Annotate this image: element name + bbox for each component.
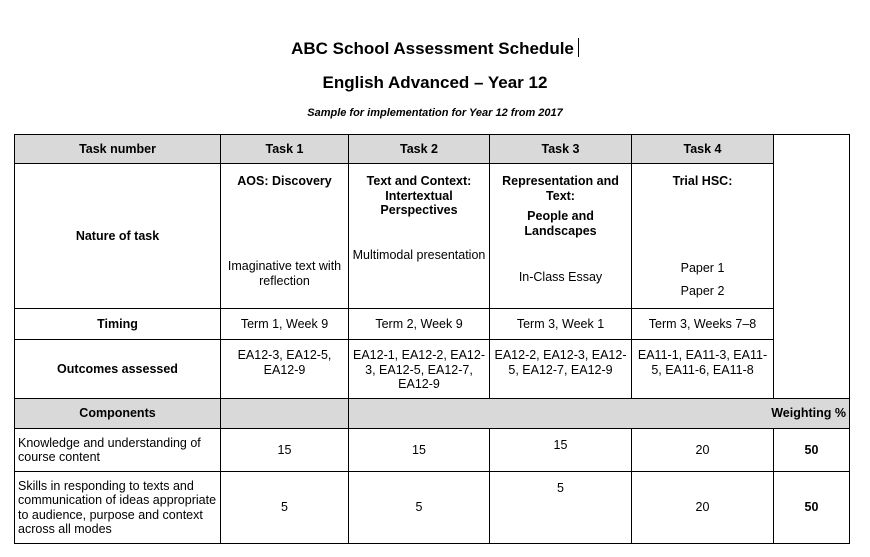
component-value: 15 [490, 429, 632, 472]
nature-task-3: Representation and Text: People and Landscapes In-Class Essay [490, 164, 632, 309]
components-blank [221, 399, 349, 429]
timing-task-2: Term 2, Week 9 [349, 309, 490, 340]
document-note: Sample for implementation for Year 12 from 2017 [307, 107, 563, 119]
component-weight: 50 [774, 472, 850, 544]
outcomes-task-1: EA12-3, EA12-5, EA12-9 [221, 340, 349, 399]
nature-task-1: AOS: Discovery Imaginative text with reflection [221, 164, 349, 309]
nature-row [15, 164, 850, 309]
document-subtitle: English Advanced – Year 12 [322, 73, 548, 92]
component-value: 5 [349, 472, 490, 544]
component-row [15, 472, 850, 544]
component-row [15, 429, 850, 472]
task-4-header: Task 4 [632, 135, 774, 164]
component-value: 15 [349, 429, 490, 472]
timing-task-3: Term 3, Week 1 [490, 309, 632, 340]
outcomes-task-2: EA12-1, EA12-2, EA12-3, EA12-5, EA12-7, EA12-9 [349, 340, 490, 399]
outcomes-label: Outcomes assessed [15, 340, 221, 399]
task-1-header: Task 1 [221, 135, 349, 164]
weighting-label: Weighting % [349, 399, 850, 429]
timing-row [15, 309, 850, 340]
document-title: ABC School Assessment Schedule [0, 38, 870, 59]
outcomes-task-4: EA11-1, EA11-3, EA11-5, EA11-6, EA11-8 [632, 340, 774, 399]
task-2-header: Task 2 [349, 135, 490, 164]
nature-task-2: Text and Context: Intertextual Perspectives Multimodal presentation [349, 164, 490, 309]
timing-task-4: Term 3, Weeks 7–8 [632, 309, 774, 340]
task-number-label: Task number [15, 135, 221, 164]
components-header-row [15, 399, 850, 429]
timing-label: Timing [15, 309, 221, 340]
task-number-row [15, 135, 850, 164]
component-value: 15 [221, 429, 349, 472]
task-3-header: Task 3 [490, 135, 632, 164]
component-value: 20 [632, 429, 774, 472]
outcomes-row [15, 340, 850, 399]
assessment-schedule-table [14, 134, 850, 544]
components-label: Components [15, 399, 221, 429]
component-label: Knowledge and understanding of course content [15, 429, 221, 472]
timing-task-1: Term 1, Week 9 [221, 309, 349, 340]
blank-cell [774, 135, 850, 399]
component-label: Skills in responding to texts and communication of ideas appropriate to audience, purpose and context across all modes [15, 472, 221, 544]
nature-label: Nature of task [15, 164, 221, 309]
outcomes-task-3: EA12-2, EA12-3, EA12-5, EA12-7, EA12-9 [490, 340, 632, 399]
component-value: 5 [221, 472, 349, 544]
component-value: 5 [490, 472, 632, 544]
component-weight: 50 [774, 429, 850, 472]
component-value: 20 [632, 472, 774, 544]
nature-task-4: Trial HSC: Paper 1 Paper 2 [632, 164, 774, 309]
text-cursor [578, 38, 579, 57]
